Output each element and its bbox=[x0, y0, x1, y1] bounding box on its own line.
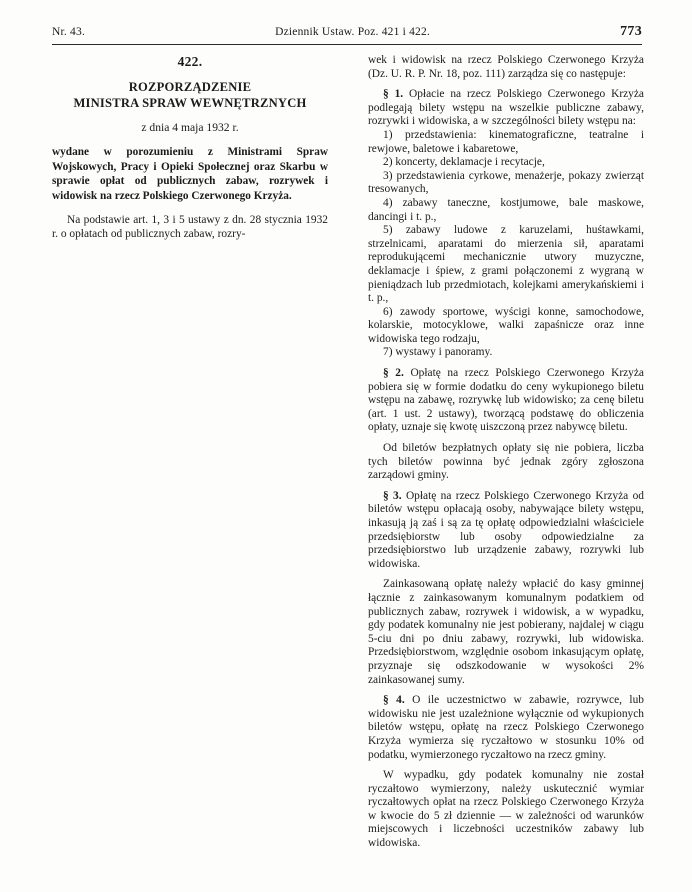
paragraph-1-item-2: 2) koncerty, deklamacje i recytacje, bbox=[383, 156, 545, 169]
paragraph-4-text: O ile uczestnictwo w zabawie, rozrywce, lub widowisku nie jest uzależnione wyłącznie od wykupionych biletów wstępu, opłatę na rzecz Polskiego Czerwonego Krzyża wymierza się ryczałtowo w stosunku 10% od podatku, wymierzonego ryczałtowo na rzecz gminy. bbox=[368, 694, 644, 761]
paragraph-3-mark: § 3. bbox=[383, 489, 402, 502]
paragraph-4 bbox=[368, 694, 644, 762]
header-issue-number: Nr. 43. bbox=[52, 26, 86, 38]
right-column bbox=[368, 54, 644, 851]
article-number: 422. bbox=[177, 54, 203, 69]
left-column bbox=[52, 54, 328, 242]
text-columns bbox=[52, 54, 644, 874]
paragraph-1-item-1: 1) przedstawienia: kinematograficzne, teatralne i rewjowe, baletowe i kabaretowe, bbox=[368, 128, 644, 155]
paragraph-1-item-5: 5) zabawy ludowe z karuzelami, huśtawkami, strzelnicami, aparatami do mierzenia sił, aparatami reprodukującemi mechanicznie utwory muzyczne, deklamacje i śpiew, z grami połączonemi z wygraną w pieniądzach lub przedmiotach, kolejkami amerykańskiemi i t. p., bbox=[368, 224, 644, 305]
paragraph-3-text: Opłatę na rzecz Polskiego Czerwonego Krzyża od biletów wstępu opłacają osoby, nabywające bilety wstępu, inkasują ją zaś i są za tę opłatę odpowiedzialni właściciele przedsiębiorstw lub osoby odpowiedzialne za przedsiębiorstwo lub urządzenie zabawy, rozrywki lub widowiska. bbox=[368, 489, 644, 570]
document-subtitle: wydane w porozumieniu z Ministrami Spraw Wojskowych, Pracy i Opieki Społecznej oraz Skarbu w sprawie opłat od publicznych zabaw, rozrywek i widowisk na rzecz Polskiego Czerwonego Krzyża. bbox=[52, 146, 328, 202]
page-header bbox=[52, 24, 642, 44]
paragraph-2-text: Opłatę na rzecz Polskiego Czerwonego Krzyża pobiera się w formie dodatku do ceny wykupionego biletu wstępu na zabawę, rozrywkę lub widowisko; za cenę biletu (art. 1 ust. 2 ustawy), tworzącą podstawę do obliczenia opłaty, uznaje się kwotę uiszczoną przez nabywcę biletu. bbox=[368, 367, 644, 434]
document-title-line-2: MINISTRA SPRAW WEWNĘTRZNYCH bbox=[73, 96, 307, 110]
paragraph-3 bbox=[368, 490, 644, 572]
paragraph-3-text-2: Zainkasowaną opłatę należy wpłacić do kasy gminnej łącznie z zainkasowanym komunalnym podatkiem od publicznych zabaw, rozrywek i widowisk, a w wypadku, gdy podatek komunalny nie jest pobierany, najdalej w ciągu 5-ciu dni po dniu zabawy, rozrywki, lub widowiska. Przedsiębiorstwom, względnie osobom inkasującym opłatę, przyznaje się odszkodowanie w wysokości 2% zainkasowanej sumy. bbox=[368, 578, 644, 686]
header-divider bbox=[52, 44, 642, 45]
paragraph-1-item-6: 6) zawody sportowe, wyścigi konne, samochodowe, kolarskie, motocyklowe, walki zapaśnicze oraz inne widowiska tego rodzaju, bbox=[368, 305, 644, 345]
page-number: 773 bbox=[620, 24, 642, 39]
paragraph-1-text: Opłacie na rzecz Polskiego Czerwonego Krzyża podlegają bilety wstępu na wszelkie publiczne zabawy, rozrywki i widowiska, a w szczególności bilety wstępu na: bbox=[368, 88, 644, 128]
paragraph-1 bbox=[368, 88, 644, 129]
paragraph-1-item-4: 4) zabawy taneczne, kostjumowe, bale maskowe, dancingi i t. p., bbox=[368, 196, 644, 223]
paragraph-2-text-2: Od biletów bezpłatnych opłaty się nie pobiera, liczba tych biletów powinna być jednak zgóry zgłoszona zarządowi gminy. bbox=[368, 442, 644, 482]
paragraph-4-mark: § 4. bbox=[383, 694, 405, 707]
paragraph-1-item-3: 3) przedstawienia cyrkowe, menażerje, pokazy zwierząt tresowanych, bbox=[368, 169, 644, 196]
continuation-paragraph: wek i widowisk na rzecz Polskiego Czerwonego Krzyża (Dz. U. R. P. Nr. 18, poz. 111) zarządza się co następuje: bbox=[368, 54, 644, 80]
document-date: z dnia 4 maja 1932 r. bbox=[141, 121, 239, 134]
paragraph-1-item-7: 7) wystawy i panoramy. bbox=[383, 346, 493, 359]
left-intro-paragraph: Na podstawie art. 1, 3 i 5 ustawy z dn. 28 stycznia 1932 r. o opłatach od publicznych zabaw, rozry- bbox=[52, 214, 328, 240]
header-journal-title: Dziennik Ustaw. Poz. 421 i 422. bbox=[275, 26, 431, 38]
paragraph-4-text-2: W wypadku, gdy podatek komunalny nie został ryczałtowo wymierzony, należy uskutecznić wymiar ryczałtowych opłat na rzecz Polskiego Czerwonego Krzyża w kwocie do 5 zł dziennie — w zależności od warunków miejscowych i liczebności uczestników zabawy lub widowiska. bbox=[368, 769, 644, 850]
paragraph-2 bbox=[368, 367, 644, 435]
paragraph-2-mark: § 2. bbox=[383, 367, 404, 380]
document-title-line-1: ROZPORZĄDZENIE bbox=[128, 80, 252, 94]
paragraph-1-mark: § 1. bbox=[383, 88, 404, 101]
